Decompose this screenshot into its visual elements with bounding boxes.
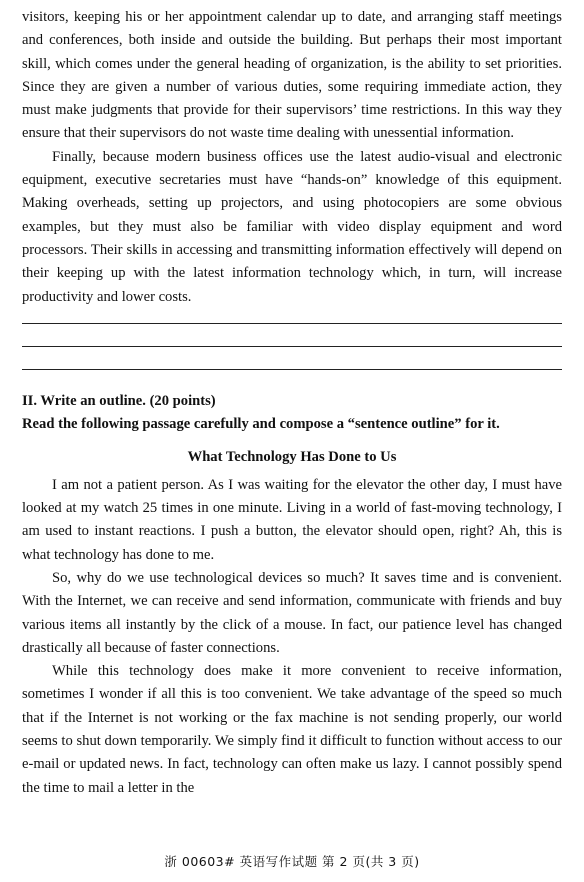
section-instruction: Read the following passage carefully and compose a “sentence outline” for it.: [22, 416, 500, 433]
continuation-paragraph-1: visitors, keeping his or her appointment calendar up to date, and arranging staff meetings and conferences, both inside and outside the building. But perhaps their most important skill, which comes under the general heading of organization, is the ability to set priorities. Since they are given a number of various duties, some requiring immediate action, they must make judgments that provide for their supervisors’ time restrictions. In this way they ensure that their supervisors do not waste time dealing with unessential information.: [22, 9, 562, 142]
passage-paragraph-1: I am not a patient person. As I was waiting for the elevator the other day, I must have looked at my watch 25 times in one minute. Living in a world of fast-moving technology, I am used to instant reactions. I push a button, the elevator should open, right? Ah, this is what technology has done to me.: [22, 476, 562, 563]
answer-line-3: [22, 369, 562, 370]
answer-line-1: [22, 323, 562, 324]
answer-lines: [22, 323, 562, 370]
page-content: [22, 6, 562, 800]
page-footer: 浙 00603# 英语写作试题 第 2 页(共 3 页): [164, 854, 420, 869]
passage-paragraph-2: So, why do we use technological devices so much? It saves time and is convenient. With the Internet, we can receive and send information, communicate with friends and buy various items all instantly by the click of a mouse. In fact, our patience level has changed drastically all because of faster connections.: [22, 569, 562, 656]
section-heading: II. Write an outline. (20 points): [22, 392, 216, 409]
passage-title: What Technology Has Done to Us: [187, 449, 397, 466]
answer-line-2: [22, 346, 562, 347]
passage-paragraph-3: While this technology does make it more convenient to receive information, sometimes I wonder if all this is too convenient. We take advantage of the speed so much that if the Internet is not working or the fax machine is not sending properly, our world seems to shut down temporarily. We simply find it difficult to function without access to our e-mail or updated news. In fact, technology can often make us lazy. I cannot possibly spend the time to mail a letter in the: [22, 663, 562, 796]
continuation-paragraph-2: Finally, because modern business offices use the latest audio-visual and electronic equipment, executive secretaries must have “hands-on” knowledge of this equipment. Making overheads, setting up projectors, and using photocopiers are some obvious examples, but they must also be familiar with video display equipment and word processors. Their skills in accessing and transmitting information effectively will depend on their keeping up with the latest information technology which, in turn, will increase productivity and lower costs.: [22, 148, 562, 305]
